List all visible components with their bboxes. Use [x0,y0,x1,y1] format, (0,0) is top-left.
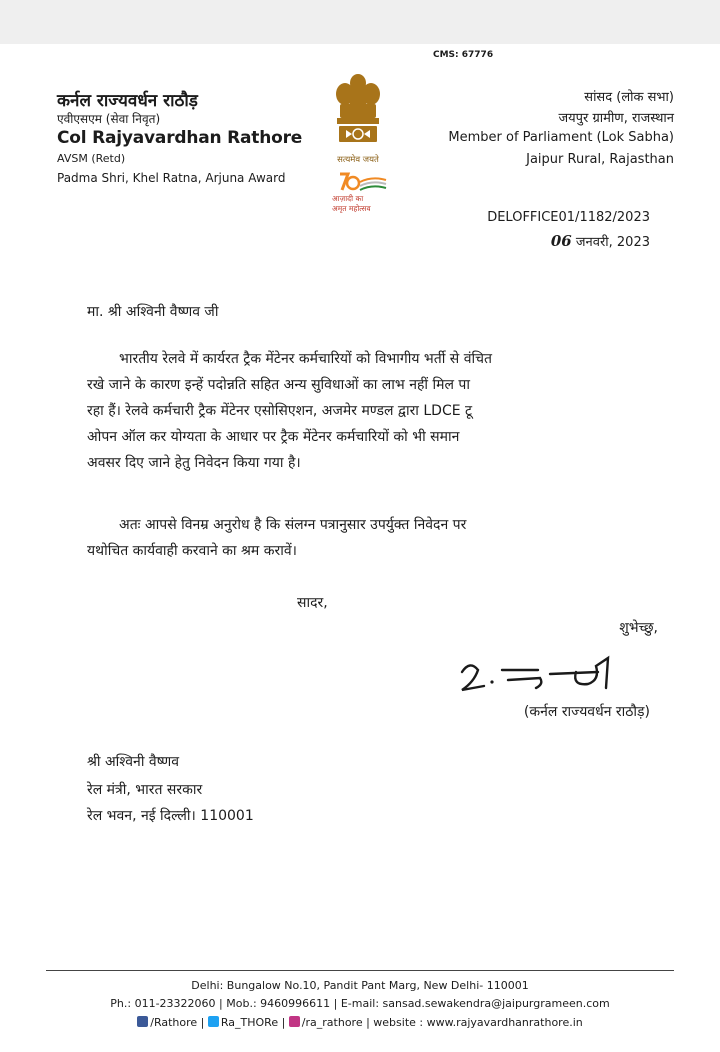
letter-date [551,232,650,250]
paragraph-line: अवसर दिए जाने हेतु निवेदन किया गया है। [87,455,301,471]
emblem-motto: सत्यमेव जयते [337,155,379,165]
azadi-ka-amrit-mahotsav-logo [330,170,390,214]
body-paragraph-2 [87,512,663,564]
paragraph-line: ओपन ऑल कर योग्यता के आधार पर ट्रैक मेंटेनर कर्मचारियों को भी समान [87,429,460,445]
cms-number: CMS: 67776 [433,50,494,60]
instagram-handle-website: /ra_rathore | website : www.rajyavardhanrathore.in [301,1016,583,1029]
sender-rank-hindi: एवीएसएम (सेवा निवृत) [57,112,161,126]
footer-social [0,1016,720,1029]
sender-name-english: Col Rajyavardhan Rathore [57,128,303,148]
constituency-hindi: जयपुर ग्रामीण, राजस्थान [558,111,674,126]
closing-sadar: सादर, [297,595,328,611]
paragraph-line: रहा हैं। रेलवे कर्मचारी ट्रैक मेंटेनर एसोसिएशन, अजमेर मण्डल द्वारा LDCE टू [87,403,473,419]
twitter-icon [208,1016,219,1027]
footer-address: Delhi: Bungalow No.10, Pandit Pant Marg, New Delhi- 110001 [191,979,529,992]
signatory-name: (कर्नल राज्यवर्धन राठौड़) [523,704,650,720]
paragraph-line: भारतीय रेलवे में कार्यरत ट्रैक मेंटेनर कर्मचारियों को विभागीय भर्ती से वंचित [119,351,492,367]
footer-contact: Ph.: 011-23322060 | Mob.: 9460996611 | E-mail: sansad.sewakendra@jaipurgrameen.com [110,997,610,1010]
screenshot-top-margin [0,0,720,44]
constituency-english: Jaipur Rural, Rajasthan [526,152,674,167]
addressee-designation: रेल मंत्री, भारत सरकार [87,782,203,798]
instagram-icon [289,1016,300,1027]
designation-english: Member of Parliament (Lok Sabha) [448,130,674,145]
azadi-text-line1: आज़ादी का [332,194,364,203]
designation-hindi: सांसद (लोक सभा) [584,90,674,105]
sender-awards: Padma Shri, Khel Ratna, Arjuna Award [57,171,286,185]
facebook-icon [137,1016,148,1027]
addressee-address: रेल भवन, नई दिल्ली। 110001 [87,808,254,824]
salutation: मा. श्री अश्विनी वैष्णव जी [87,304,219,320]
closing-shubhechhu: शुभेच्छु, [619,620,658,636]
footer-divider [46,970,674,971]
twitter-handle: Ra_THORe | [220,1016,286,1029]
sender-name-hindi: कर्नल राज्यवर्धन राठौड़ [57,91,198,111]
facebook-handle: /Rathore | [150,1016,205,1029]
azadi-text-line2: अमृत महोत्सव [332,204,371,213]
date-day-handwritten: 06 [550,232,572,250]
paragraph-line: अतः आपसे विनम्र अनुरोध है कि संलग्न पत्रानुसार उपर्युक्त निवेदन पर [119,517,467,533]
reference-number: DELOFFICE01/1182/2023 [487,210,650,225]
handwritten-signature [448,652,638,700]
body-paragraph-1 [87,346,663,476]
sender-rank-english: AVSM (Retd) [57,152,126,165]
date-month-year: जनवरी, 2023 [575,235,650,250]
addressee-name: श्री अश्विनी वैष्णव [87,754,180,770]
national-emblem-icon [328,70,388,168]
paragraph-line: रखे जाने के कारण इन्हें पदोन्नति सहित अन्य सुविधाओं का लाभ नहीं मिल पा [87,377,470,393]
paragraph-line: यथोचित कार्यवाही करवाने का श्रम करावें। [87,543,297,559]
